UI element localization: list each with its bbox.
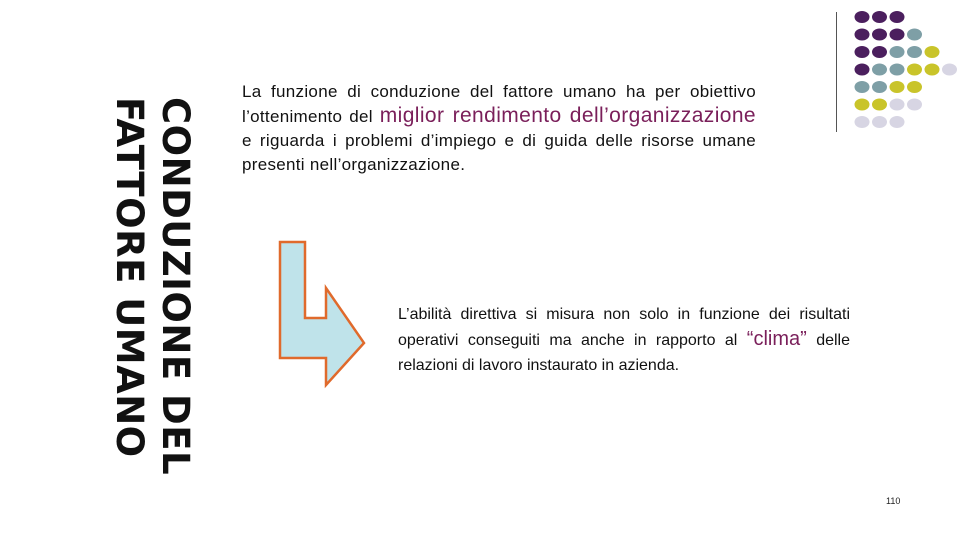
decorative-dot [855, 46, 870, 58]
bent-arrow-icon [278, 240, 368, 390]
decorative-dot [907, 99, 922, 111]
decorative-dot [907, 64, 922, 76]
decorative-dot [890, 11, 905, 23]
decorative-dot [942, 64, 957, 76]
decorative-dot [855, 29, 870, 41]
decorative-dot [907, 46, 922, 58]
decorative-dot [872, 99, 887, 111]
decorative-dot [872, 116, 887, 128]
decorative-dot [890, 64, 905, 76]
decorative-dot [872, 81, 887, 93]
decorative-divider [836, 12, 837, 132]
leadership-highlight: “clima” [746, 328, 807, 350]
title-line-2: FATTORE UMANO [108, 97, 151, 458]
decorative-dot [890, 81, 905, 93]
title-line-1: CONDUZIONE DEL [154, 97, 197, 476]
intro-text-start: La funzione di conduzione del fattore umano ha per obiettivo l’ottenimento del [242, 82, 756, 126]
page-number: 110 [886, 496, 901, 506]
decorative-dot [890, 46, 905, 58]
decorative-dot [855, 64, 870, 76]
intro-text-end: e riguarda i problemi d’impiego e di guida delle risorse umane presenti nell’organizzazione. [242, 131, 756, 174]
decorative-dot [890, 99, 905, 111]
decorative-dot [907, 29, 922, 41]
decorative-dot [890, 116, 905, 128]
decorative-dot [872, 46, 887, 58]
decorative-dot [925, 64, 940, 76]
decorative-dot [890, 29, 905, 41]
leadership-text-end: delle relazioni di lavoro instaurato in azienda. [398, 332, 851, 374]
decorative-dot [855, 81, 870, 93]
decorative-dot [872, 11, 887, 23]
decorative-dot [872, 29, 887, 41]
decorative-dot [907, 81, 922, 93]
decorative-dot [855, 99, 870, 111]
leadership-text-start: L’abilità direttiva si misura non solo in funzione dei risultati operativi conseguiti ma anche in rapporto al [398, 306, 850, 349]
decorative-dot [925, 46, 940, 58]
intro-paragraph [242, 80, 756, 177]
leadership-paragraph [398, 302, 850, 378]
decorative-dot [872, 64, 887, 76]
decorative-dot [855, 11, 870, 23]
decorative-dot [855, 116, 870, 128]
intro-highlight: miglior rendimento dell’organizzazione [379, 104, 756, 127]
